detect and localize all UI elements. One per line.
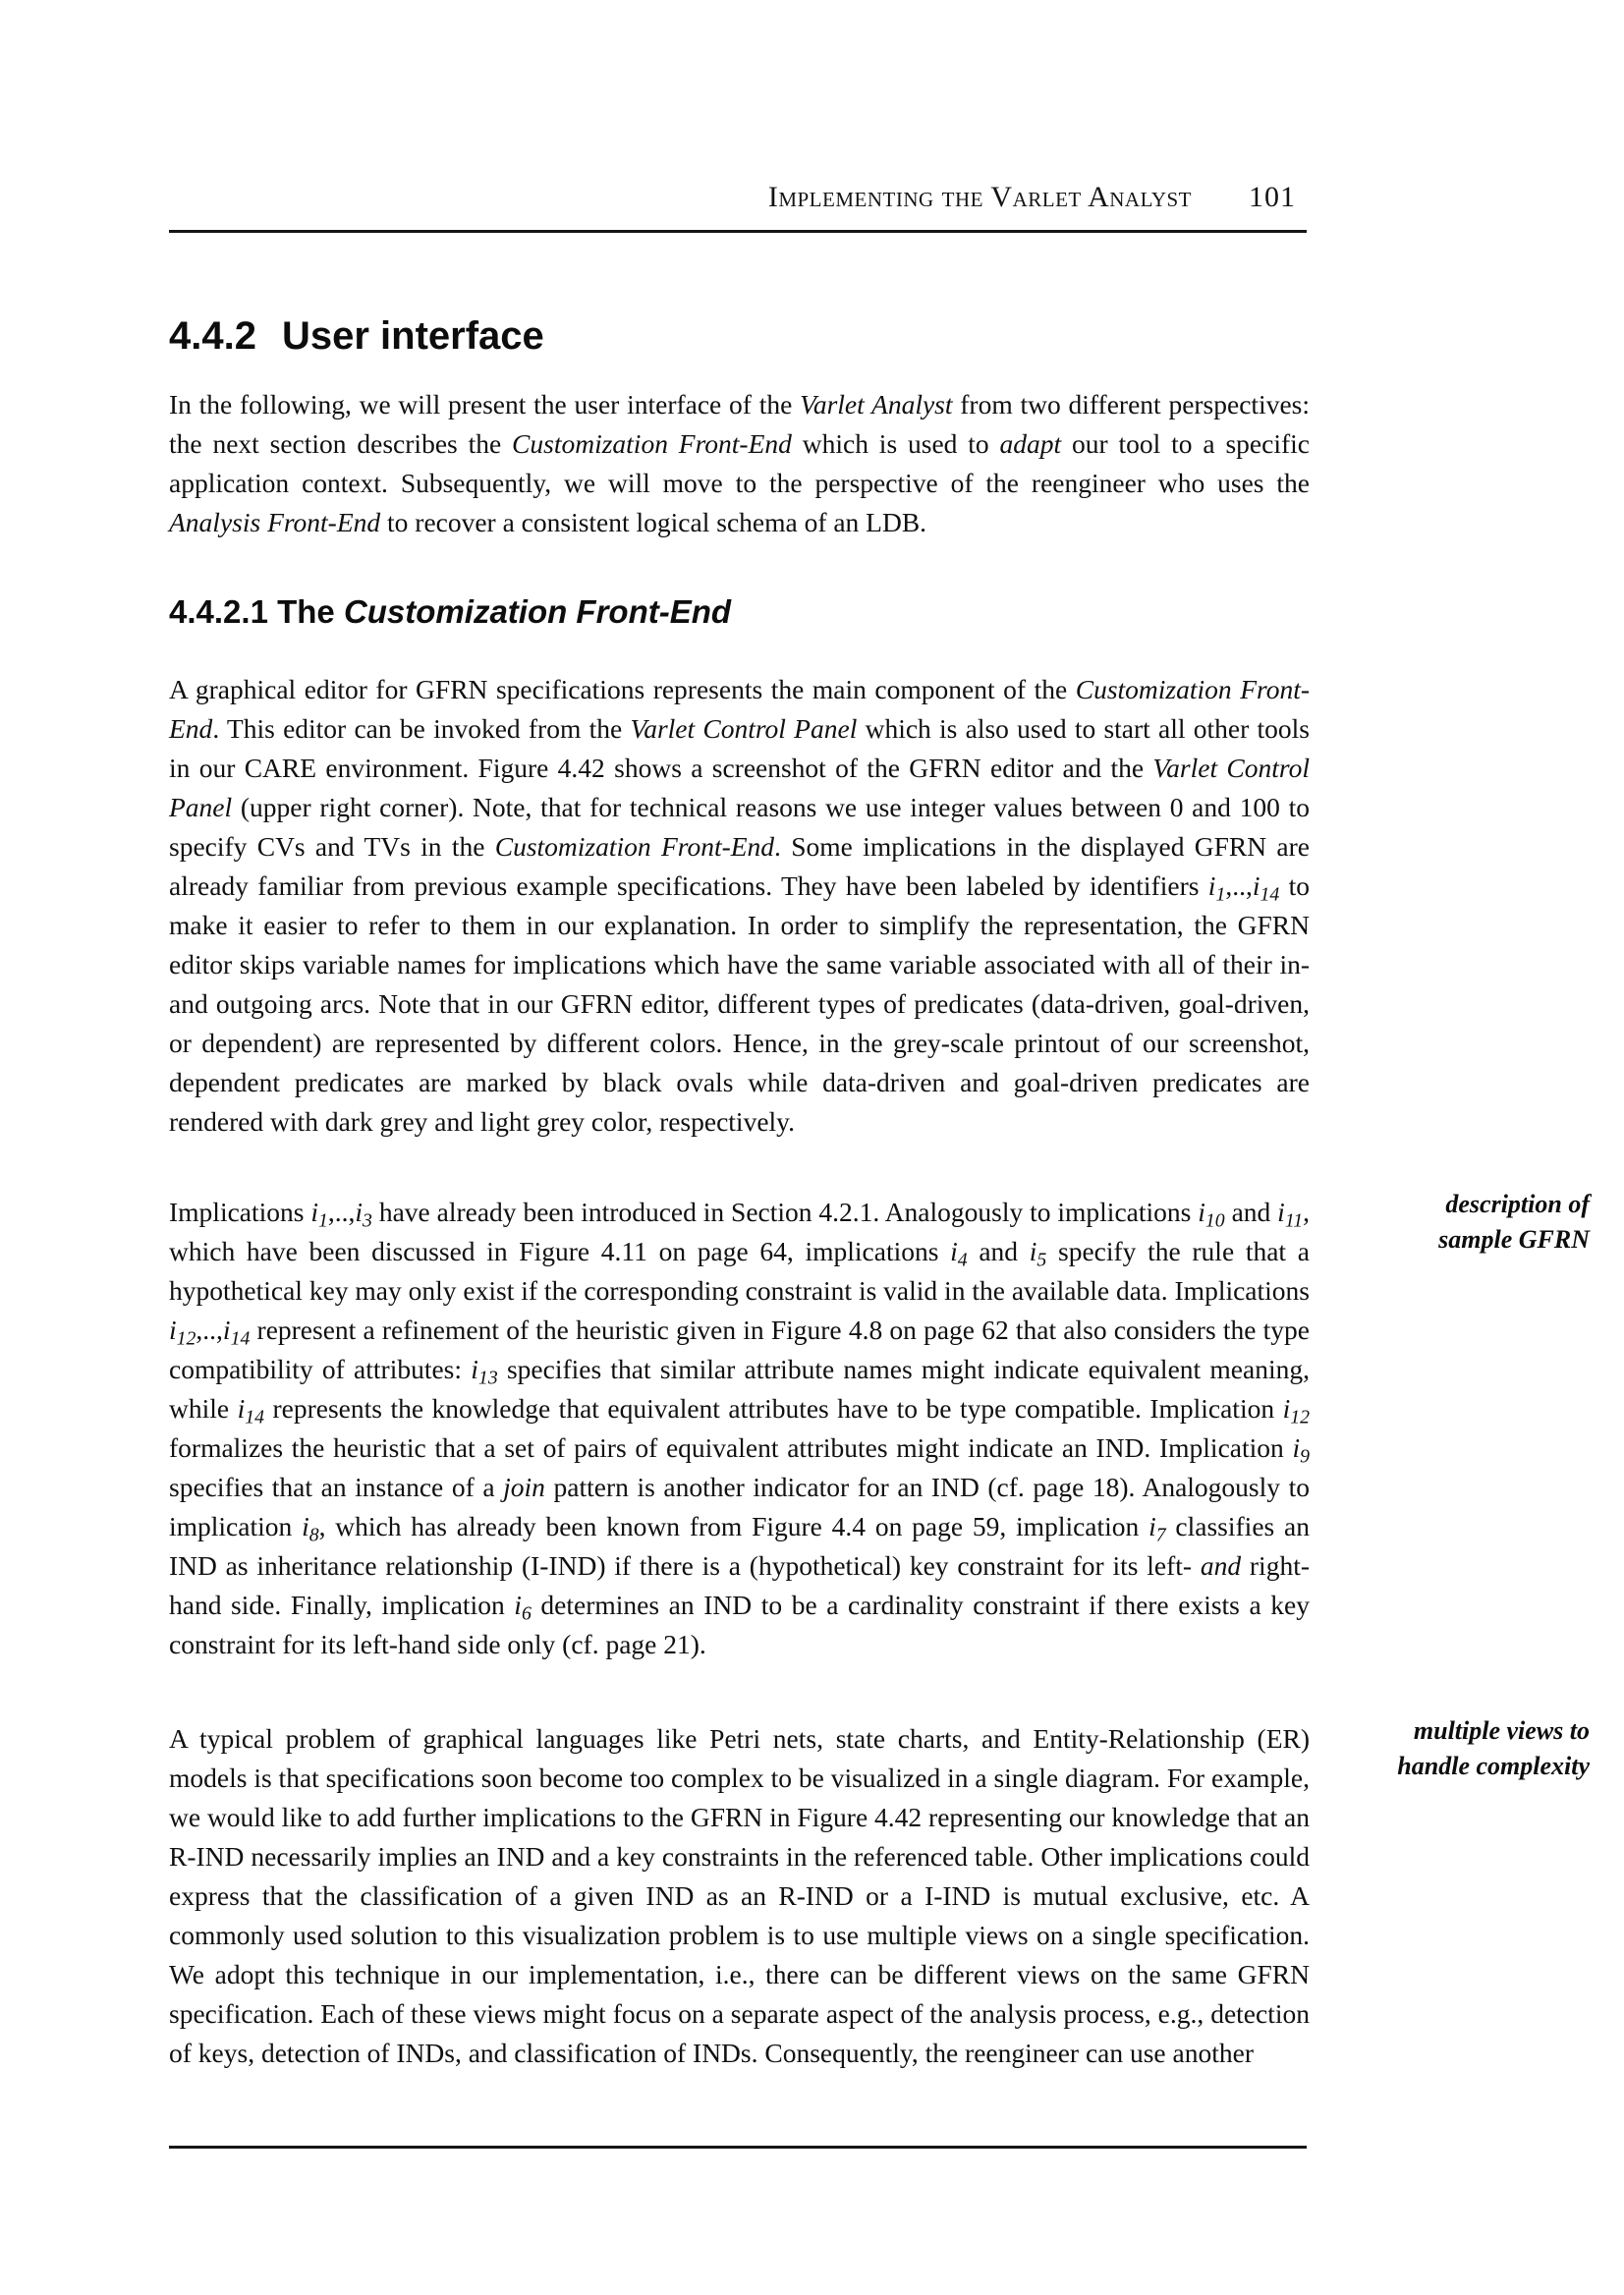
- margin-note-line: sample GFRN: [1438, 1225, 1590, 1254]
- text-run: Varlet Analyst: [800, 389, 953, 420]
- text-run: i: [302, 1511, 309, 1541]
- text-run: our tool to a specific application context. Subsequently, we will move to the perspective of the reengineer who uses the: [169, 428, 1310, 498]
- margin-note-sample-gfrn: [1344, 1187, 1590, 1258]
- subscript-index: 12: [1290, 1406, 1310, 1428]
- text-run: i: [1029, 1236, 1037, 1266]
- text-run: Implications: [169, 1197, 311, 1227]
- subscript-index: 8: [308, 1524, 319, 1546]
- subscript-index: 11: [1284, 1209, 1304, 1232]
- subscript-index: 7: [1155, 1524, 1166, 1546]
- subscript-index: 10: [1204, 1209, 1225, 1232]
- paragraph-gfrn-editor: [169, 670, 1310, 1142]
- text-run: which is used to: [791, 428, 1000, 459]
- text-run: join: [503, 1472, 545, 1502]
- text-run: Varlet Control Panel: [169, 753, 1310, 822]
- text-run: (upper right corner). Note, that for technical reasons we use integer values between 0 and 100 to specify CVs and TVs in the: [169, 792, 1310, 862]
- text-run: Customization Front-End: [169, 674, 1310, 744]
- text-run: to make it easier to refer to them in our explanation. In order to simplify the representation, the GFRN editor skips variable names for implications which have the same variable associated with all of their in- and outgoing arcs. Note that in our GFRN editor, different types of predicates (data-driven, goal-driven, or dependent) are represented by different colors. Hence, in the grey-scale printout of our screenshot, dependent predicates are marked by black ovals while data-driven and goal-driven predicates are rendered with dark grey and light grey color, respectively.: [169, 870, 1310, 1137]
- text-run: . Some implications in the displayed GFRN are already familiar from previous example specifications. They have been labeled by identifiers: [169, 831, 1310, 901]
- text-run: i: [1292, 1432, 1301, 1463]
- text-run: have already been introduced in Section 4.2.1. Analogously to implications: [371, 1197, 1199, 1227]
- text-run: i: [1148, 1511, 1156, 1541]
- text-run: i: [1207, 870, 1216, 901]
- text-run: ,..,: [196, 1315, 223, 1345]
- subscript-index: 1: [318, 1209, 328, 1232]
- subscript-index: 14: [245, 1406, 265, 1428]
- section-heading: [169, 314, 544, 359]
- text-run: i: [237, 1393, 246, 1424]
- text-run: Customization Front-End: [512, 428, 792, 459]
- subscript-index: 3: [363, 1209, 372, 1232]
- text-run: i: [1282, 1393, 1291, 1424]
- subscript-index: 4: [957, 1249, 968, 1271]
- text-run: to recover a consistent logical schema of an LDB.: [380, 507, 927, 537]
- text-run: and: [1200, 1550, 1242, 1581]
- text-run: 4.4.2.1 The: [169, 593, 344, 630]
- text-run: represent a refinement of the heuristic given in Figure 4.8 on page 62 that also considers the type compatibility of attributes:: [169, 1315, 1310, 1384]
- text-run: i: [1252, 870, 1260, 901]
- text-run: Varlet Control Panel: [630, 713, 858, 744]
- text-run: . This editor can be invoked from the: [212, 713, 631, 744]
- footer-rule: [169, 2146, 1307, 2149]
- subscript-index: 9: [1300, 1445, 1310, 1468]
- text-run: ,..,: [327, 1197, 356, 1227]
- subscript-index: 14: [230, 1327, 251, 1350]
- subscript-index: 14: [1260, 883, 1280, 906]
- text-run: i: [950, 1236, 958, 1266]
- text-run: specifies that similar attribute names might indicate equivalent meaning, while: [169, 1354, 1310, 1424]
- margin-note-line: multiple views to: [1413, 1716, 1590, 1745]
- text-run: and: [1224, 1197, 1278, 1227]
- text-run: determines an IND to be a cardinality constraint if there exists a key constraint for its left-hand side only (cf. page 21).: [169, 1590, 1310, 1659]
- text-run: classifies an IND as inheritance relationship (I-IND) if there is a (hypothetical) key constraint for its left-: [169, 1511, 1310, 1581]
- text-run: , which have been discussed in Figure 4.11 on page 64, implications: [169, 1197, 1310, 1266]
- paragraph-intro: [169, 385, 1310, 542]
- text-run: Customization Front-End: [494, 831, 775, 862]
- text-run: right-hand side. Finally, implication: [169, 1550, 1310, 1620]
- header-rule: [169, 230, 1307, 233]
- margin-note-line: description of: [1445, 1190, 1590, 1218]
- text-run: i: [1198, 1197, 1205, 1227]
- subsection-heading: [169, 593, 731, 631]
- text-run: i: [355, 1197, 364, 1227]
- text-run: specify the rule that a hypothetical key may only exist if the corresponding constraint is valid in the available data. Implications: [169, 1236, 1310, 1306]
- text-run: A typical problem of graphical languages like Petri nets, state charts, and Entity-Relationship (ER) models is that specifications soon become too complex to be visualized in a single diagram. For example, we would like to add further implications to the GFRN in Figure 4.42 representing our knowledge that an R-IND necessarily implies an IND and a key constraints in the referenced table. Other implications could express that the classification of a given IND as an R-IND or a I-IND is mutual exclusive, etc. A commonly used solution to this visualization problem is to use multiple views on a single specification. We adopt this technique in our implementation, i.e., there can be different views on the same GFRN specification. Each of these views might focus on a separate aspect of the analysis process, e.g., detection of keys, detection of INDs, and classification of INDs. Consequently, the reengineer can use another: [169, 1723, 1310, 2068]
- text-run: which is also used to start all other tools in our CARE environment. Figure 4.42 shows a screenshot of the GFRN editor and the: [169, 713, 1311, 783]
- margin-note-line: handle complexity: [1397, 1752, 1590, 1780]
- text-run: represents the knowledge that equivalent attributes have to be type compatible. Implication: [264, 1393, 1283, 1424]
- section-title: User interface: [281, 314, 544, 358]
- page-header: [169, 181, 1310, 214]
- text-run: pattern is another indicator for an IND (cf. page 18). Analogously to implication: [169, 1472, 1310, 1541]
- margin-note-multiple-views: [1344, 1713, 1590, 1784]
- running-title: Implementing the Varlet Analyst: [767, 181, 1192, 213]
- subscript-index: 13: [477, 1367, 498, 1389]
- text-run: i: [222, 1315, 231, 1345]
- page-number: 101: [1249, 181, 1296, 213]
- subscript-index: 1: [1215, 883, 1226, 906]
- text-run: Analysis Front-End: [169, 507, 381, 537]
- subscript-index: 6: [521, 1602, 532, 1625]
- text-run: adapt: [999, 428, 1062, 459]
- paragraph-implications: [169, 1193, 1310, 1664]
- text-run: , which has already been known from Figure 4.4 on page 59, implication: [318, 1511, 1149, 1541]
- text-run: ,..,: [1225, 870, 1253, 901]
- text-run: i: [514, 1590, 522, 1620]
- subscript-index: 12: [176, 1327, 196, 1350]
- subscript-index: 5: [1036, 1249, 1047, 1271]
- text-run: i: [471, 1354, 478, 1384]
- text-run: from two different perspectives: the next section describes the: [169, 389, 1310, 459]
- text-run: i: [310, 1197, 319, 1227]
- section-number: 4.4.2: [169, 314, 256, 358]
- text-run: In the following, we will present the user interface of the: [169, 389, 801, 420]
- text-run: A graphical editor for GFRN specifications represents the main component of the: [169, 674, 1076, 704]
- text-run: i: [1277, 1197, 1285, 1227]
- text-run: i: [169, 1315, 177, 1345]
- text-run: Customization Front-End: [343, 593, 732, 630]
- text-run: formalizes the heuristic that a set of pairs of equivalent attributes might indicate an IND. Implication: [169, 1432, 1293, 1463]
- text-run: specifies that an instance of a: [169, 1472, 504, 1502]
- text-run: and: [967, 1236, 1030, 1266]
- paragraph-multiple-views: [169, 1719, 1310, 2073]
